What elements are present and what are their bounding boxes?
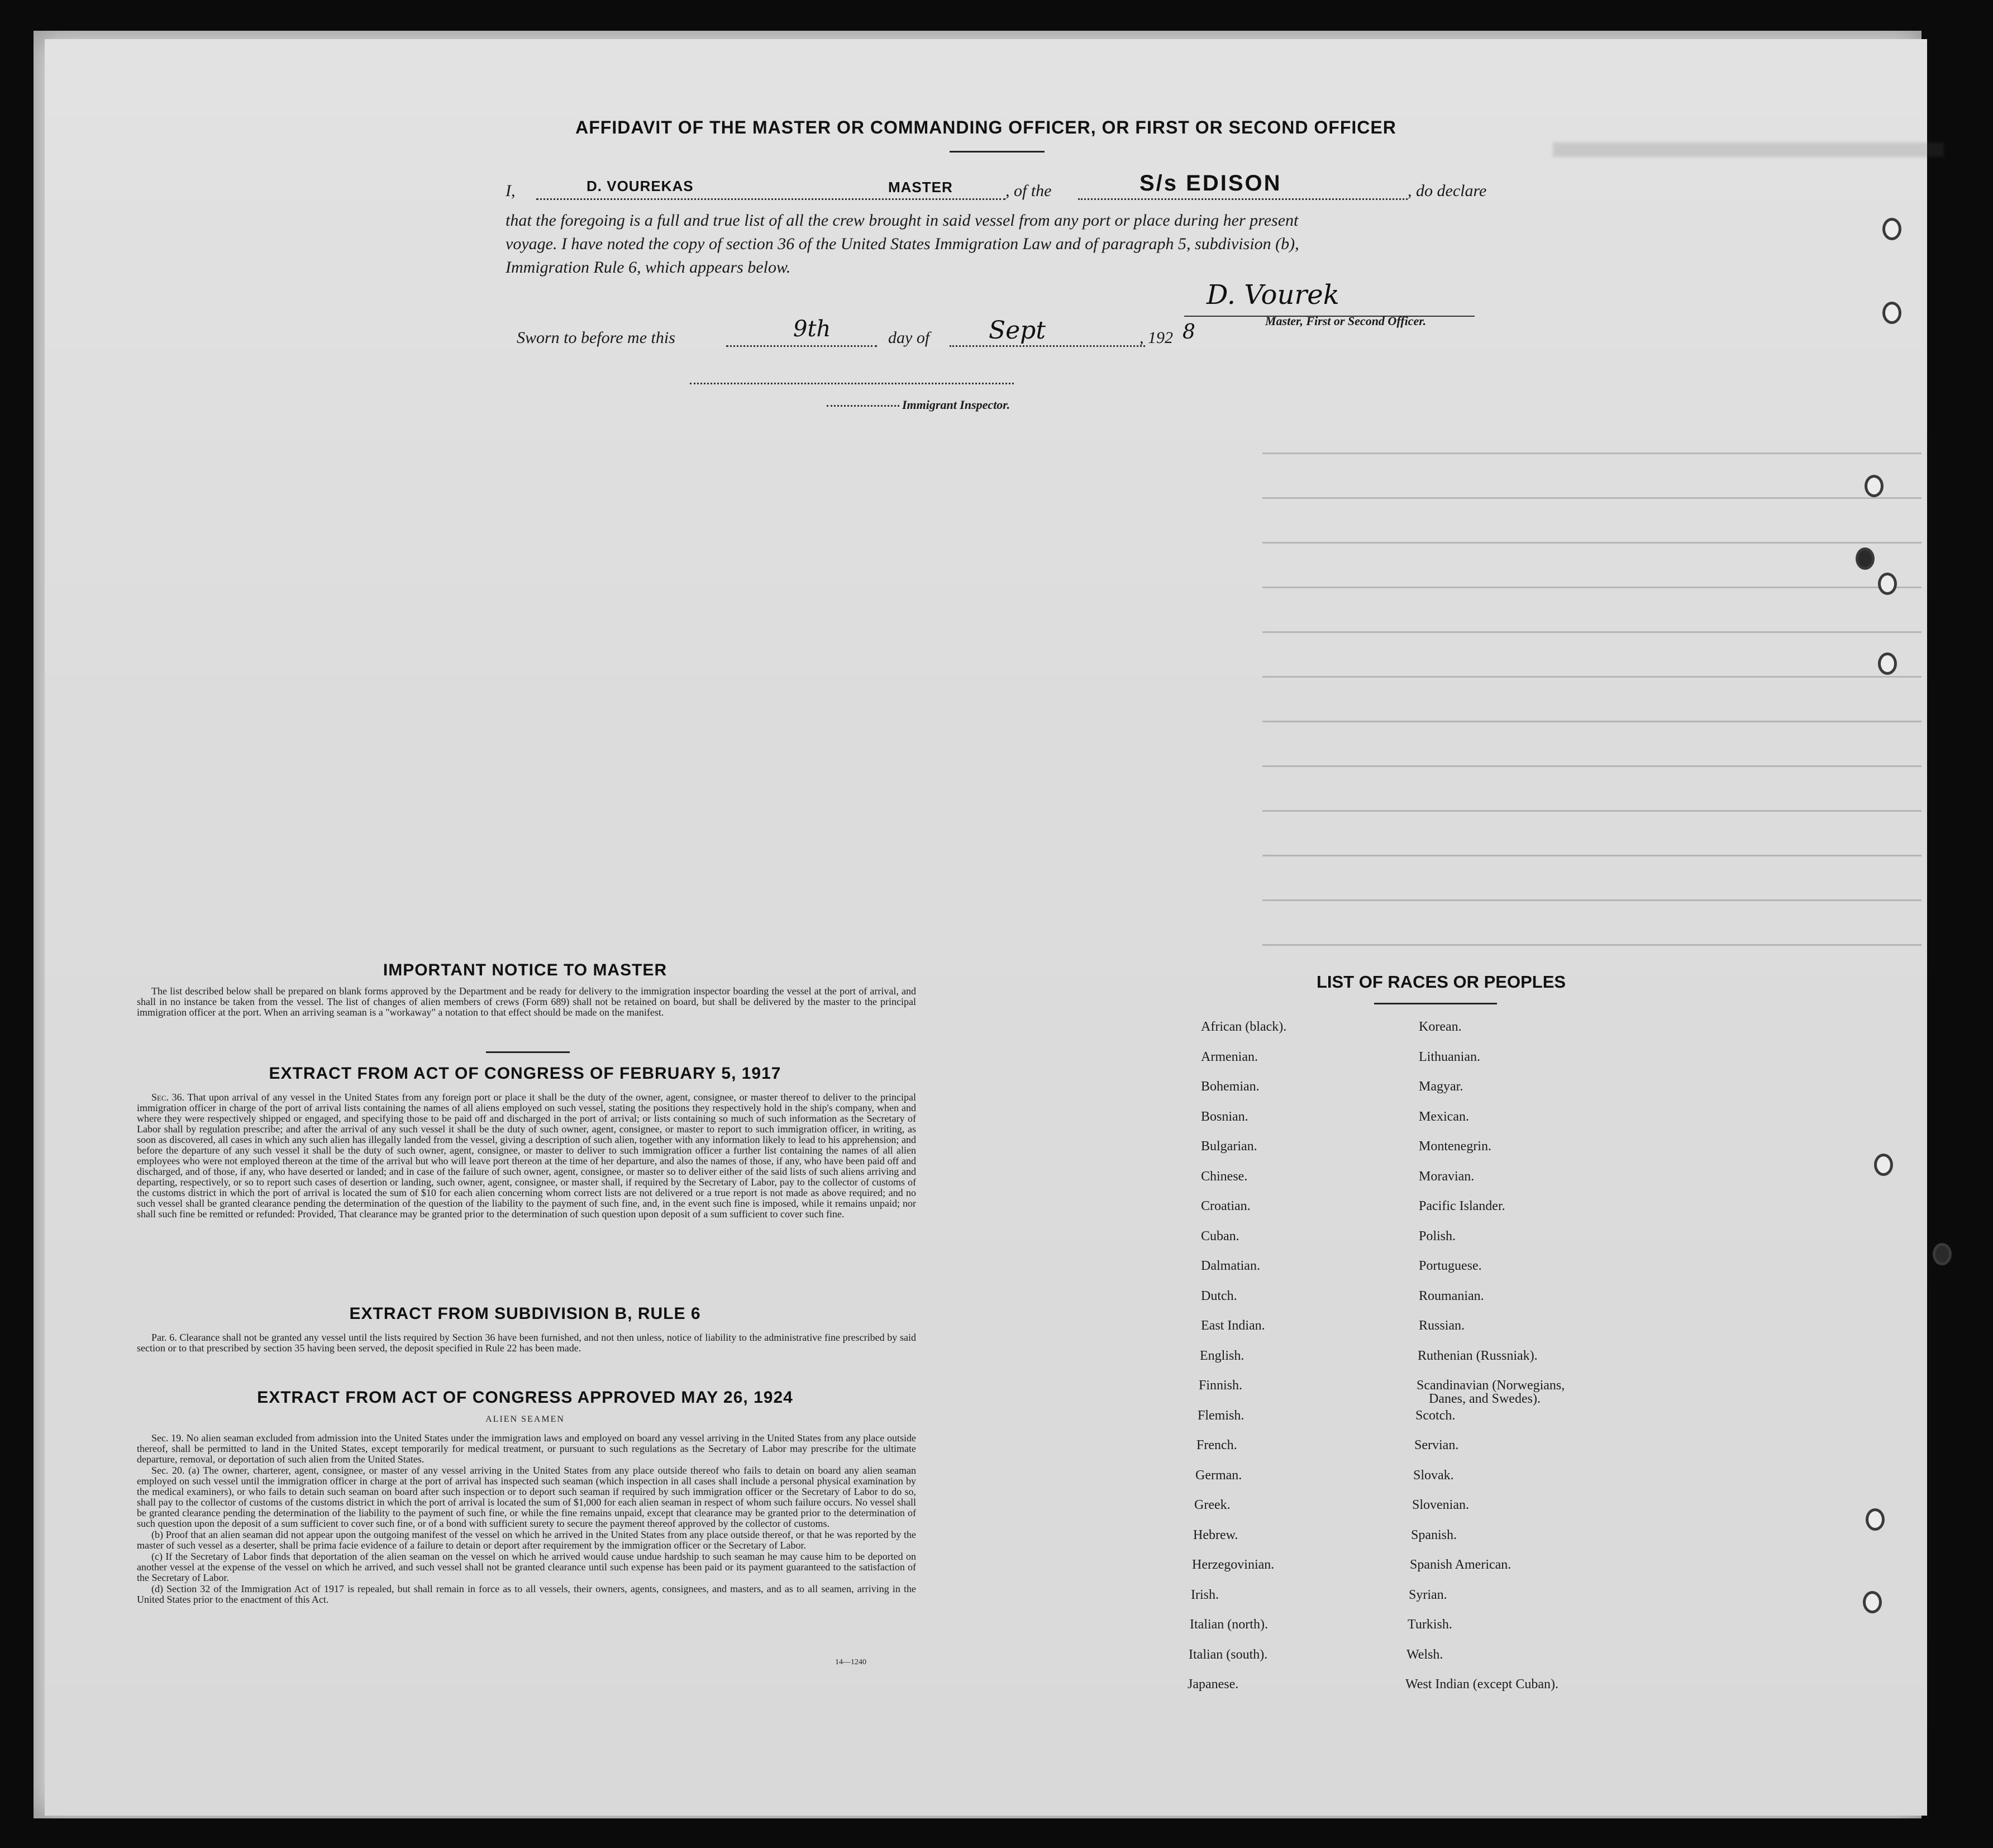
sworn-label: Sworn to before me this <box>517 328 675 347</box>
race-item: Slovak. <box>1413 1468 1454 1483</box>
race-item: Hebrew. <box>1193 1527 1238 1542</box>
race-item: Syrian. <box>1409 1587 1447 1602</box>
sec-20c: (c) If the Secretary of Labor finds that deportation of the alien seaman on the vessel on which he arrived would cause undue hardship to such seaman he may cause him to be deported on another vessel at the expense of the vessel on which he arrived, and such vessel shall not be granted clearance until such expense has been paid or its payment guaranteed to the satisfaction of the Secretary of Labor. <box>137 1551 916 1583</box>
race-item: Italian (south). <box>1189 1647 1268 1662</box>
races-title: LIST OF RACES OR PEOPLES <box>1316 972 1566 992</box>
affidavit-line-4: Immigration Rule 6, which appears below. <box>506 258 791 277</box>
race-item: Italian (north). <box>1190 1617 1268 1632</box>
bleed-through-line <box>1262 497 1922 499</box>
bleed-through-line <box>1262 721 1922 722</box>
sec-36-label: Sec. 36. <box>151 1092 185 1103</box>
bleed-through-line <box>1262 587 1922 588</box>
sec-20d: (d) Section 32 of the Immigration Act of 1917 is repealed, but shall remain in force as to all vessels, their owners, agents, consignees, and masters, and as to all seamen, arriving in the United States prior to the enactment of this Act. <box>137 1583 916 1605</box>
title-rule <box>950 151 1045 153</box>
sworn-day: 9th <box>793 316 831 342</box>
race-item: Flemish. <box>1198 1408 1245 1423</box>
race-item: Bohemian. <box>1201 1079 1260 1094</box>
binder-hole <box>1863 1591 1882 1613</box>
race-item: Polish. <box>1419 1228 1456 1244</box>
binder-hole <box>1882 302 1901 324</box>
extract-1917-text <box>137 1092 916 1220</box>
month-blank <box>950 345 1145 347</box>
binder-hole <box>1856 547 1875 570</box>
race-item: French. <box>1196 1438 1237 1452</box>
affidavit-pronoun: I, <box>506 182 516 200</box>
race-item: Ruthenian (Russniak). <box>1418 1348 1538 1363</box>
section-rule <box>486 1051 570 1053</box>
year-suffix: 8 <box>1183 321 1195 344</box>
bleed-through-line <box>1262 899 1922 901</box>
race-item: Armenian. <box>1201 1049 1258 1064</box>
name-blank <box>536 198 1005 200</box>
affidavit-line-3: voyage. I have noted the copy of section 36 of the United States Immigration Law and of paragraph 5, subdivision (b), <box>506 235 1299 253</box>
binder-hole <box>1882 218 1901 240</box>
race-item: Roumanian. <box>1419 1288 1484 1303</box>
master-name: D. VOUREKAS <box>587 178 694 194</box>
alien-seamen-subtitle: ALIEN SEAMEN <box>485 1414 565 1424</box>
vessel-blank <box>1078 198 1408 200</box>
race-item: Croatian. <box>1201 1199 1251 1213</box>
affidavit-line-2: that the foregoing is a full and true list of all the crew brought in said vessel from any port or place during her present <box>506 211 1299 230</box>
race-item: Herzegovinian. <box>1192 1558 1275 1572</box>
race-item: Servian. <box>1414 1438 1459 1452</box>
race-item: Magyar. <box>1419 1079 1463 1094</box>
race-item: West Indian (except Cuban). <box>1405 1677 1558 1692</box>
notice-text: The list described below shall be prepared on blank forms approved by the Department and be ready for delivery to the immigration inspector boarding the vessel at the port of arrival, and shall in no instance be taken from the vessel. The list of changes of alien members of crews (Form 689) shall not be retained on board, but shall be delivered by the master to the principal immigration officer at the port. When an arriving seaman is a "workaway" a notation to that effect should be made on the manifest. <box>137 985 916 1018</box>
race-item: Korean. <box>1419 1020 1462 1034</box>
race-item: Chinese. <box>1201 1169 1248 1184</box>
race-item: Montenegrin. <box>1419 1139 1491 1154</box>
binder-hole <box>1878 652 1897 675</box>
race-item: Bosnian. <box>1201 1109 1248 1124</box>
race-item: African (black). <box>1201 1020 1287 1034</box>
race-item: Pacific Islander. <box>1419 1199 1505 1213</box>
bleed-through-line <box>1262 765 1922 767</box>
race-item: Turkish. <box>1408 1617 1452 1632</box>
race-item: Cuban. <box>1201 1228 1239 1244</box>
extract-1924-title: EXTRACT FROM ACT OF CONGRESS APPROVED MAY 26, 1924 <box>257 1388 793 1407</box>
inspector-blank-2 <box>827 405 899 407</box>
race-item: Dutch. <box>1201 1288 1237 1303</box>
bleed-through-line <box>1262 676 1922 678</box>
race-item: Irish. <box>1191 1587 1219 1602</box>
race-item: Welsh. <box>1406 1647 1443 1662</box>
bleed-through-title <box>1553 142 1944 157</box>
race-item: Russian. <box>1419 1318 1465 1333</box>
affidavit-title: AFFIDAVIT OF THE MASTER OR COMMANDING OFFICER, OR FIRST OR SECOND OFFICER <box>575 117 1396 137</box>
day-of-label: day of <box>888 328 930 347</box>
inspector-blank-1 <box>690 383 1014 384</box>
race-item: English. <box>1200 1348 1245 1363</box>
sec-19: Sec. 19. No alien seaman excluded from admission into the United States under the immigration laws and employed on board any vessel arriving in the United States from any place outside thereof, shall be permitted to land in the United States, except temporarily for medical treatment, or pursuant to such regulations as the Secretary of Labor may prescribe for the ultimate departure, removal, or deportation of such alien from the United States. <box>137 1432 916 1465</box>
extract-1924-text <box>137 1433 916 1606</box>
signer-caption: Master, First or Second Officer. <box>1265 314 1427 328</box>
race-item: Danes, and Swedes). <box>1429 1392 1541 1406</box>
bleed-through-line <box>1262 631 1922 633</box>
race-item: Scandinavian (Norwegians, <box>1417 1378 1565 1393</box>
sec-36-body: That upon arrival of any vessel in the United States from any foreign port or place it shall be the duty of the owner, agent, consignee, or master thereof to deliver to the principal immigration officer in charge of the port of arrival lists containing the names of all aliens employed on such vessel, stating the positions they respectively hold in the ship's company, when and where they were respectively shipped or engaged, and specifying those to be paid off and discharged in the port of arrival; or lists containing so much of such information as the Secretary of Labor shall by regulation prescribe; and after the arrival of any such vessel it shall be the duty of such owner, agent, consignee, or master to report to such immigration officer, in writing, as soon as discovered, all cases in which any such alien has illegally landed from the vessel, giving a description of such alien, together with any information likely to lead to his apprehension; and before the departure of any such vessel it shall be the duty of such owner, agent, consignee, or master to deliver to such immigration officer a further list containing the names of all alien employees who were not employed thereon at the time of the arrival but who will leave port thereon at the time of her departure, and also the names of those, if any, who have been paid off and discharged, and of those, if any, who have deserted or landed; and in case of the failure of such owner, agent, consignee, or master so to deliver either of the said lists of such aliens arriving and departing, respectively, or so to report such cases of desertion or landing, such owner, agent, consignee, or master shall, if required by the Secretary of Labor, pay to the collector of customs of the customs district in which the port of arrival is located the sum of $10 for each alien concerning whom correct lists are not delivered or a true report is not made as above required; and no such vessel shall be granted clearance pending the determination of the question of the liability to the payment of such fine, and, in the event such fine is imposed, while it remains unpaid; nor shall such fine be remitted or refunded: Provided, That clearance may be granted prior to the determination of such question upon deposit of a sum sufficient to cover such fine. <box>137 1092 916 1220</box>
binder-hole <box>1933 1243 1952 1265</box>
race-item: Portuguese. <box>1419 1259 1482 1273</box>
vessel-name: S/s EDISON <box>1139 171 1282 196</box>
master-signature: D. Vourek <box>1207 279 1339 311</box>
bleed-through-line <box>1262 855 1922 856</box>
extract-rule6-title: EXTRACT FROM SUBDIVISION B, RULE 6 <box>349 1304 701 1323</box>
day-blank <box>726 345 877 347</box>
of-the-label: , of the <box>1005 182 1052 200</box>
race-item: Spanish American. <box>1410 1558 1512 1572</box>
bleed-through-line <box>1262 453 1922 454</box>
form-number: 14—1240 <box>835 1658 866 1666</box>
sworn-month: Sept <box>989 316 1046 345</box>
race-item: Finnish. <box>1199 1378 1243 1393</box>
races-rule <box>1374 1003 1497 1004</box>
race-item: Spanish. <box>1411 1527 1457 1542</box>
master-rank: MASTER <box>888 179 953 196</box>
bleed-through-line <box>1262 810 1922 812</box>
binder-hole <box>1866 1508 1885 1531</box>
sec-20b: (b) Proof that an alien seaman did not appear upon the outgoing manifest of the vessel on which he arrived in the United States from any place outside thereof, or that he was reported by the master of such vessel as a deserter, shall be prima facie evidence of a failure to detain or deport after requirement by the immigration officer or the Secretary of Labor. <box>137 1529 916 1551</box>
extract-1917-title: EXTRACT FROM ACT OF CONGRESS OF FEBRUARY 5, 1917 <box>269 1064 781 1083</box>
year-prefix: , 192 <box>1139 328 1173 347</box>
race-item: Dalmatian. <box>1201 1259 1260 1273</box>
race-item: Slovenian. <box>1412 1498 1469 1512</box>
sec-20a: Sec. 20. (a) The owner, charterer, agent, consignee, or master of any vessel arriving in the United States from any place outside thereof who fails to detain on board any alien seaman employed on such vessel until the immigration officer in charge at the port of arrival has inspected such seaman (which inspection in all cases shall include a personal physical examination by the medical examiners), or who fails to detain such seaman on board after such inspection or to deport such seaman if required by such immigration officer or the Secretary of Labor to do so, shall pay to the collector of customs of the customs district in which the port of arrival is located the sum of $1,000 for each alien seaman in respect of whom such failure occurs. No vessel shall be granted clearance pending the determination of the liability to the payment of such fine, or while the fine remains unpaid, except that clearance may be granted prior to the determination of such question upon the deposit of a sum sufficient to cover such fine, or of a bond with sufficient surety to secure the payment thereof approved by the collector of customs. <box>137 1465 916 1529</box>
binder-hole <box>1878 573 1897 595</box>
binder-hole <box>1874 1154 1893 1176</box>
race-item: Bulgarian. <box>1201 1139 1257 1154</box>
race-item: German. <box>1195 1468 1242 1483</box>
race-item: Moravian. <box>1419 1169 1475 1184</box>
inspector-caption: Immigrant Inspector. <box>902 398 1010 412</box>
do-declare-label: , do declare <box>1408 182 1487 200</box>
race-item: Lithuanian. <box>1419 1049 1480 1064</box>
race-item: Scotch. <box>1415 1408 1456 1423</box>
notice-title: IMPORTANT NOTICE TO MASTER <box>383 961 667 979</box>
race-item: Japanese. <box>1188 1677 1239 1692</box>
bleed-through-line <box>1262 944 1922 946</box>
race-item: Greek. <box>1194 1498 1231 1512</box>
bleed-through-line <box>1262 542 1922 544</box>
extract-rule6-text: Par. 6. Clearance shall not be granted any vessel until the lists required by Section 36 have been furnished, and not then unless, notice of liability to the administrative fine prescribed by said section or to that prescribed by section 35 having been served, the deposit specified in Rule 22 has been made. <box>137 1332 916 1354</box>
race-item: Mexican. <box>1419 1109 1469 1124</box>
race-item: East Indian. <box>1201 1318 1265 1333</box>
binder-hole <box>1865 475 1884 497</box>
